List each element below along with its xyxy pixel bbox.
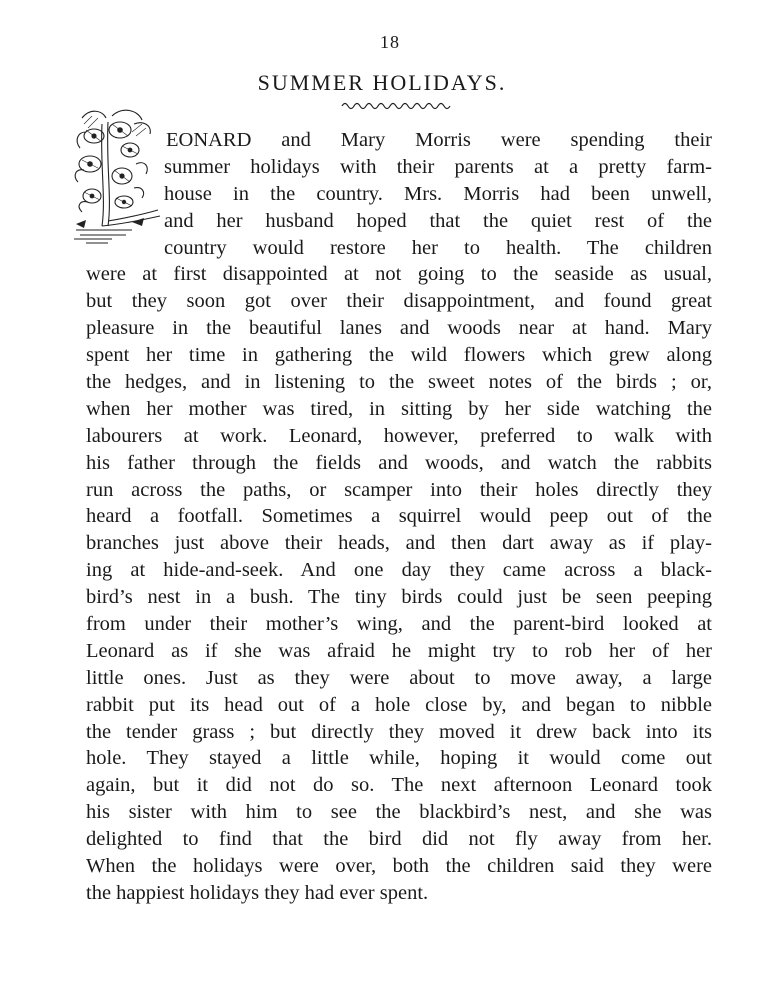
text-line: hole. They stayed a little while, hoping it would come out [86,747,712,770]
text-line: again, but it did not do so. The next afternoon Leonard took [86,774,712,797]
text-line: delighted to find that the bird did not fly away from her. [86,828,712,851]
text-line: heard a footfall. Sometimes a squirrel would peep out of the [86,505,712,528]
text-line: country would restore her to health. The children [164,236,712,259]
text-line: the hedges, and in listening to the sweet notes of the birds ; or, [86,371,712,394]
text-line: pleasure in the beautiful lanes and woods near at hand. Mary [86,317,712,340]
wavy-rule-ornament [340,100,452,112]
story-text [86,127,712,907]
text-line: rabbit put its head out of a hole close by, and began to nibble [86,693,712,716]
text-line: the tender grass ; but directly they moved it drew back into its [86,720,712,743]
text-line: the happiest holidays they had ever spent. [86,881,429,904]
text-line: ing at hide-and-seek. And one day they came across a black- [86,559,712,582]
text-line: When the holidays were over, both the children said they were [86,855,712,878]
text-line: bird’s nest in a bush. The tiny birds could just be seen peeping [86,586,712,609]
page-title: SUMMER HOLIDAYS. [257,70,507,95]
text-line: labourers at work. Leonard, however, preferred to walk with [86,424,712,447]
text-line: house in the country. Mrs. Morris had been unwell, [164,182,712,205]
text-line: run across the paths, or scamper into their holes directly they [86,478,712,501]
text-line: spent her time in gathering the wild flowers which grew along [86,344,712,367]
text-line: and her husband hoped that the quiet rest of the [164,209,712,232]
text-line: but they soon got over their disappointment, and found great [86,290,712,313]
text-line: when her mother was tired, in sitting by her side watching the [86,397,712,420]
text-line: his father through the fields and woods, and watch the rabbits [86,451,712,474]
text-line: his sister with him to see the blackbird’s nest, and she was [86,801,712,824]
text-line: little ones. Just as they were about to move away, a large [86,666,712,689]
text-line: EONARD and Mary Morris were spending their [166,129,712,151]
page-number: 18 [380,32,400,52]
text-line: were at first disappointed at not going to the seaside as usual, [86,263,712,286]
text-line: from under their mother’s wing, and the parent-bird looked at [86,613,712,636]
text-line: Leonard as if she was afraid he might try to rob her of her [86,639,712,662]
text-line: summer holidays with their parents at a pretty farm- [164,155,712,178]
text-line: branches just above their heads, and then dart away as if play- [86,532,712,555]
